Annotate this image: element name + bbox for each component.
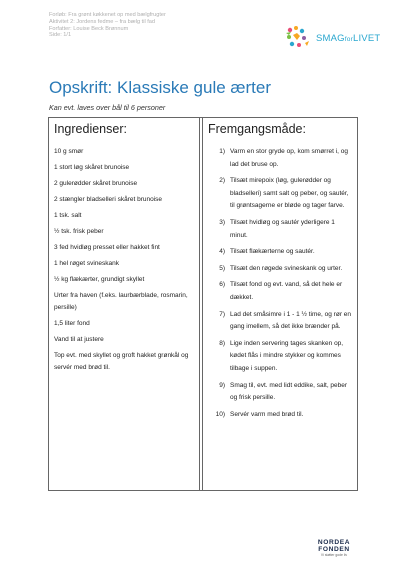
footer-logo-line2: FONDEN <box>318 546 350 553</box>
method-step <box>208 175 354 213</box>
ingredient-item: 2 stængler bladselleri skåret brunoise <box>54 196 163 203</box>
step-number: 5) <box>219 264 225 272</box>
page-subtitle: Kan evt. laves over bål til 6 personer <box>49 103 166 112</box>
ingredient-item: ½ kg flækærter, grundigt skyllet <box>54 276 145 283</box>
meta-author: Forfatter: Louise Beck Brønnum <box>49 25 129 32</box>
step-text: Smag til, evt. med lidt eddike, salt, peber og frisk persille. <box>230 381 348 402</box>
method-steps <box>208 146 354 421</box>
step-number: 6) <box>219 281 225 289</box>
method-step <box>208 217 354 242</box>
meta-page: Side: 1/1 <box>49 32 72 39</box>
footer-logo-line1: NORDEA <box>317 539 351 546</box>
step-number: 1) <box>219 148 225 155</box>
step-number: 8) <box>219 339 225 347</box>
method-step <box>208 309 354 334</box>
method-step <box>208 338 354 376</box>
ingredient-item: Vand til at justere <box>54 336 104 343</box>
ingredient-item: ½ tsk. frisk peber <box>54 228 104 235</box>
recipe-table <box>48 117 358 491</box>
logo-text: SMAGforLIVET <box>316 33 381 44</box>
step-number: 2) <box>219 177 225 185</box>
ingredient-item: Urter fra haven (f.eks. laurbærblade, rosmarin, persille) <box>54 292 188 311</box>
step-text: Varm en stor gryde op, kom smørret i, og lad det bruse op. <box>230 148 348 168</box>
ingredient-list <box>54 146 194 374</box>
step-text: Tilsæt fond og evt. vand, så det hele er dækket. <box>230 281 343 301</box>
ingredients-heading: Ingredienser: <box>54 122 127 136</box>
method-step <box>208 380 354 405</box>
logo-emblem-icon <box>286 26 309 47</box>
step-number: 7) <box>219 310 225 318</box>
step-text: Servér varm med brød til. <box>230 410 304 418</box>
nordea-fonden-logo <box>314 539 354 557</box>
step-text: Tilsæt hvidløg og sautér yderligere 1 minut. <box>230 218 335 239</box>
footer-logo-tagline: Vi støtter gode liv <box>320 553 348 557</box>
column-divider <box>199 118 200 490</box>
step-text: Tilsæt den røgede svineskank og urter. <box>230 264 343 272</box>
ingredients-column <box>54 122 194 378</box>
step-text: Lige inden servering tages skanken op, kødet flås i mindre stykker og kommes tilbage i suppen. <box>230 339 344 372</box>
step-number: 3) <box>219 218 225 226</box>
step-text: Tilsæt mirepoix (løg, gulerødder og bladselleri) samt salt og peber, og sautér, til grøntsagerne er bløde og tager farve. <box>230 177 349 210</box>
method-step <box>208 279 354 304</box>
method-step <box>208 246 354 259</box>
ingredient-item: 1 stort løg skåret brunoise <box>54 164 130 171</box>
step-number: 4) <box>219 248 225 256</box>
ingredient-item: 3 fed hvidløg presset eller hakket fint <box>54 244 160 251</box>
document-meta <box>49 12 166 39</box>
step-text: Tilsæt flækærterne og sautér. <box>230 248 315 256</box>
method-step <box>208 263 354 276</box>
column-divider <box>202 118 203 490</box>
method-step <box>208 146 354 171</box>
ingredient-item: 10 g smør <box>54 148 84 155</box>
method-heading: Fremgangsmåde: <box>208 122 306 136</box>
ingredient-item: 1 tsk. salt <box>54 212 82 219</box>
meta-course: Forløb: Fra grønt køkkenet op med bælgfrugter <box>49 12 166 18</box>
ingredient-item: 1 hel røget svineskank <box>54 260 120 267</box>
step-text: Lad det småsimre i 1 - 1 ½ time, og rør en gang imellem, så det ikke brænder på. <box>230 310 352 331</box>
method-step <box>208 409 354 422</box>
ingredient-item: Top evt. med skyllet og groft hakket grønkål og servér med brød til. <box>54 352 189 371</box>
step-number: 10) <box>215 410 225 418</box>
ingredient-item: 1,5 liter fond <box>54 320 90 327</box>
meta-activity: Aktivitet 2: Jordens fedme – fra bælg til fad <box>49 18 156 25</box>
method-column <box>208 122 354 425</box>
step-number: 9) <box>219 381 225 389</box>
ingredient-item: 2 gulerødder skåret brunoise <box>54 180 138 187</box>
page-title: Opskrift: Klassiske gule ærter <box>49 78 272 97</box>
